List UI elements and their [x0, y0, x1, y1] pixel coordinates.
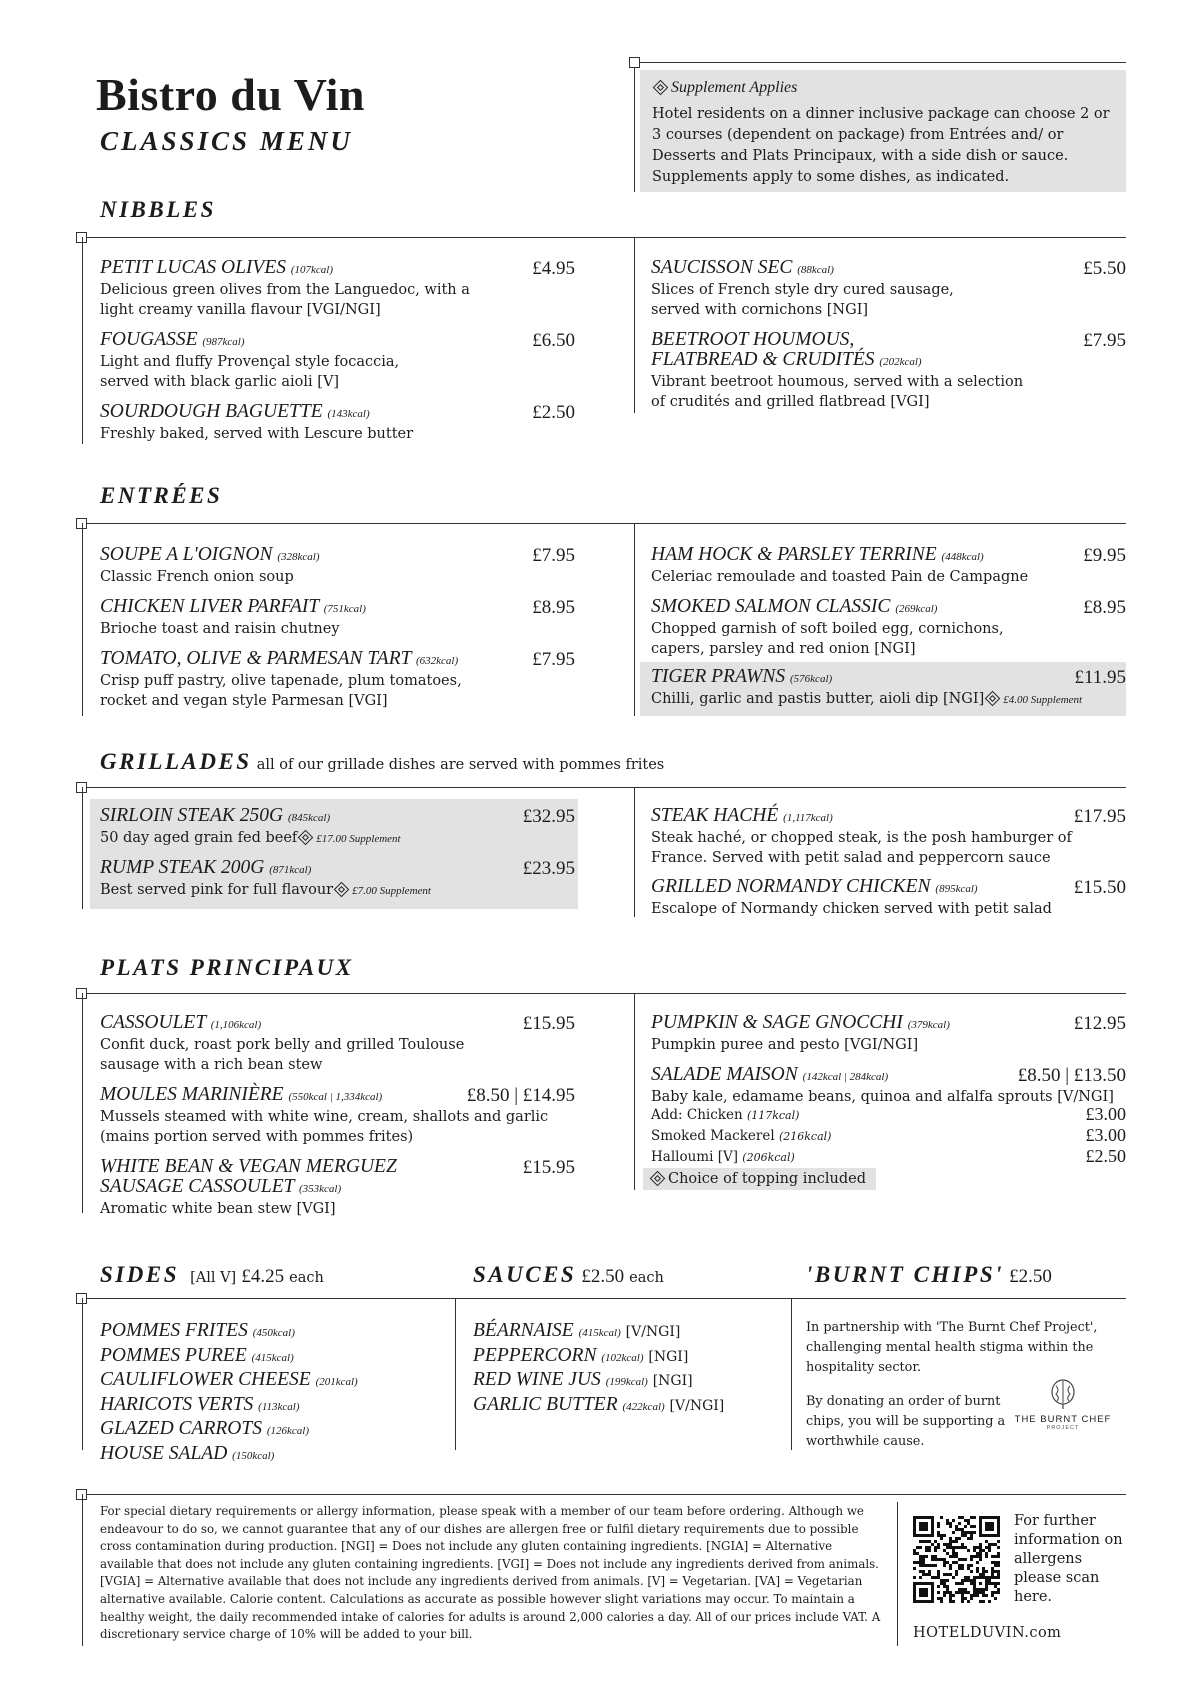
- addon-row: [651, 1147, 1126, 1168]
- item-description: Brioche toast and raisin chutney: [100, 621, 340, 637]
- item-name: PETIT LUCAS OLIVES: [100, 257, 286, 278]
- item-name: TOMATO, OLIVE & PARMESAN TART: [100, 648, 412, 669]
- sauce-name: PEPPERCORN: [473, 1344, 597, 1366]
- item-kcal: (576kcal): [790, 673, 833, 685]
- divider: [82, 1494, 1126, 1495]
- item-price: £4.95: [532, 258, 575, 279]
- side-name: POMMES FRITES: [100, 1320, 248, 1341]
- addon-price: £2.50: [1085, 1146, 1126, 1166]
- item-name: BEETROOT HOUMOUS,: [651, 329, 855, 350]
- side-kcal: (113kcal): [258, 1400, 300, 1413]
- addon-row: [651, 1105, 1126, 1126]
- divider: [82, 1298, 83, 1450]
- list-item: [100, 1418, 358, 1443]
- sauce-name: RED WINE JUS: [473, 1369, 601, 1390]
- item-description: Celeriac remoulade and toasted Pain de Campagne: [651, 569, 1029, 585]
- item-kcal: (107kcal): [290, 264, 334, 276]
- item-price: £8.50 | £14.95: [466, 1085, 575, 1106]
- item-description: Chopped garnish of soft boiled egg, cornichons, capers, parsley and red onion [NGI]: [651, 621, 1004, 657]
- diamond-icon: [985, 691, 1001, 707]
- sauce-tag: [V/NGI]: [669, 1397, 725, 1414]
- item-name: WHITE BEAN & VEGAN MERGUEZ: [100, 1156, 397, 1177]
- item-description: Confit duck, roast pork belly and grilled Toulouse sausage with a rich bean stew: [100, 1037, 465, 1073]
- section-title-sauces: SAUCES: [473, 1262, 577, 1287]
- divider: [82, 993, 83, 1213]
- allergen-disclaimer: For special dietary requirements or allergy information, please speak with a member of our team before ordering. Although we endeavour to do so, we cannot guarantee that any of our dishes are allergen free or fulfil dietary requirements due to possible cross contamination during production. [NGI] = Does not include any gluten containing ingredients. [NGIA] = Alternative available that does not include any gluten containing ingredients. [VGI] = Does not include any ingredients derived from animals. [VGIA] = Alternative available that does not include any ingredients derived from animals. [V] = Vegetarian. [VA] = Vegetarian alternative available. Calorie content. Calculations as accurate as possible however slight variations may occur. To maintain a healthy weight, the daily recommended intake of calories for adults is around 2,000 calories a day. All of our prices include VAT. A discretionary service charge of 10% will be added to your bill.: [100, 1504, 881, 1642]
- item-kcal: (550kcal | 1,334kcal): [288, 1091, 383, 1103]
- divider: [634, 523, 635, 716]
- menu-item: [100, 806, 575, 849]
- brand-title: Bistro du Vin: [96, 69, 365, 120]
- burnt-text-1: In partnership with 'The Burnt Chef Project', challenging mental health stigma within the hospitality sector.: [806, 1320, 1098, 1375]
- divider: [82, 1298, 1126, 1299]
- item-price: £7.95: [1083, 330, 1126, 351]
- item-kcal: (751kcal): [323, 603, 366, 615]
- sauces-price: £2.50: [581, 1266, 625, 1287]
- section-header-grillades: [100, 749, 664, 775]
- menu-item: [651, 1013, 1126, 1055]
- menu-item: [100, 597, 575, 639]
- item-name: SMOKED SALMON CLASSIC: [651, 596, 891, 617]
- sides-header: [100, 1262, 324, 1288]
- item-name: FOUGASSE: [100, 329, 198, 350]
- divider: [82, 523, 83, 716]
- item-description: Baby kale, edamame beans, quinoa and alfalfa sprouts [V/NGI]: [651, 1089, 1114, 1105]
- item-price: £7.95: [532, 649, 575, 670]
- item-description: 50 day aged grain fed beef: [100, 830, 298, 846]
- divider: [82, 237, 83, 444]
- side-name: HOUSE SALAD: [100, 1442, 228, 1464]
- menu-item: [651, 667, 1126, 710]
- menu-item: [651, 877, 1126, 919]
- item-kcal: (895kcal): [935, 883, 978, 895]
- addon-kcal: (117kcal): [746, 1109, 800, 1122]
- sauce-kcal: (199kcal): [605, 1376, 648, 1388]
- supplement-text: Hotel residents on a dinner inclusive package can choose 2 or 3 courses (dependent on package) from Entrées and/ or Desserts and Plats Principaux, with a side dish or sauce. Supplements apply to some dishes, as indicated.: [652, 106, 1110, 185]
- item-price: £15.95: [522, 1013, 575, 1034]
- section-title-grillades: GRILLADES: [100, 749, 252, 774]
- list-item: [100, 1320, 358, 1345]
- item-description: Escalope of Normandy chicken served with petit salad: [651, 901, 1052, 917]
- sauces-header: [473, 1262, 664, 1288]
- item-name: SOUPE A L'OIGNON: [100, 544, 273, 565]
- item-price: £9.95: [1083, 545, 1126, 566]
- section-title-nibbles: NIBBLES: [100, 197, 216, 222]
- menu-item: [651, 806, 1126, 868]
- item-kcal: (1,106kcal): [210, 1019, 262, 1031]
- divider: [634, 62, 635, 192]
- item-price: £23.95: [522, 858, 575, 879]
- section-title-plats: PLATS PRINCIPAUX: [100, 955, 354, 980]
- section-title-burnt-chips: 'BURNT CHIPS': [806, 1262, 1005, 1287]
- sides-list: [100, 1320, 358, 1467]
- item-kcal: (143kcal): [327, 408, 370, 420]
- side-name: CAULIFLOWER CHEESE: [100, 1369, 311, 1390]
- item-price: £8.50 | £13.50: [1017, 1065, 1126, 1086]
- item-kcal: (202kcal): [879, 356, 922, 368]
- item-kcal: (142kcal | 284kcal): [802, 1071, 889, 1083]
- burnt-price: £2.50: [1009, 1266, 1052, 1287]
- list-item: [473, 1394, 724, 1419]
- supplement-title: [652, 79, 797, 97]
- item-name-line2: FLATBREAD & CRUDITÉS: [651, 349, 875, 370]
- item-description: Crisp puff pastry, olive tapenade, plum tomatoes, rocket and vegan style Parmesan [VGI]: [100, 673, 462, 709]
- menu-item: [100, 330, 575, 392]
- menu-item: [100, 1157, 575, 1219]
- divider: [634, 62, 1126, 63]
- item-name: SAUCISSON SEC: [651, 257, 793, 278]
- item-price: £2.50: [532, 402, 575, 423]
- item-kcal: (871kcal): [269, 864, 312, 876]
- item-price: £8.95: [1083, 597, 1126, 618]
- divider: [82, 993, 1126, 994]
- item-name: PUMPKIN & SAGE GNOCCHI: [651, 1012, 903, 1033]
- item-name: STEAK HACHÉ: [651, 805, 779, 826]
- sides-each: each: [289, 1270, 324, 1286]
- diamond-icon: [298, 830, 314, 846]
- sauce-name: BÉARNAISE: [473, 1320, 574, 1341]
- item-name: MOULES MARINIÈRE: [100, 1084, 284, 1105]
- divider: [82, 1494, 83, 1646]
- item-description: Light and fluffy Provençal style focaccia, served with black garlic aioli [V]: [100, 354, 400, 390]
- diamond-icon: [650, 1171, 666, 1187]
- sauce-tag: [NGI]: [652, 1373, 693, 1389]
- diamond-icon: [334, 882, 350, 898]
- diamond-icon: [653, 80, 669, 96]
- menu-item: [651, 1065, 1126, 1107]
- item-kcal: (987kcal): [202, 336, 245, 348]
- sauce-tag: [V/NGI]: [625, 1324, 681, 1340]
- divider: [634, 993, 635, 1190]
- addon-label: Halloumi [V]: [651, 1149, 738, 1165]
- side-name: GLAZED CARROTS: [100, 1418, 262, 1439]
- list-item: [100, 1345, 358, 1370]
- item-kcal: (632kcal): [416, 655, 459, 667]
- item-price: £12.95: [1073, 1013, 1126, 1034]
- item-price: £15.50: [1073, 877, 1126, 898]
- item-price: £11.95: [1074, 667, 1126, 688]
- divider: [791, 1298, 792, 1450]
- supplement-tag: £7.00 Supplement: [352, 885, 431, 897]
- divider: [634, 237, 635, 413]
- item-kcal: (1,117kcal): [783, 812, 833, 824]
- item-description: Best served pink for full flavour: [100, 882, 334, 898]
- logo-text: THE BURNT CHEF: [1014, 1414, 1112, 1425]
- item-description: Pumpkin puree and pesto [VGI/NGI]: [651, 1037, 919, 1053]
- menu-item: [100, 1013, 575, 1075]
- item-price: £7.95: [532, 545, 575, 566]
- menu-item: [651, 330, 1126, 412]
- item-name: SOURDOUGH BAGUETTE: [100, 401, 323, 422]
- item-description: Mussels steamed with white wine, cream, shallots and garlic (mains portion served with pommes frites): [100, 1109, 549, 1145]
- addon-label: Add: Chicken: [651, 1107, 743, 1123]
- menu-item: [100, 545, 575, 587]
- item-description: Delicious green olives from the Languedoc, with a light creamy vanilla flavour [VGI/NGI]: [100, 282, 470, 318]
- item-description: Aromatic white bean stew [VGI]: [100, 1201, 336, 1217]
- website-link[interactable]: HOTELDUVIN.com: [913, 1625, 1062, 1641]
- item-description: Chilli, garlic and pastis butter, aioli dip [NGI]: [651, 691, 985, 707]
- item-description: Classic French onion soup: [100, 569, 294, 585]
- burnt-text-2: By donating an order of burnt chips, you will be supporting a worthwhile cause.: [806, 1394, 1006, 1449]
- divider: [455, 1298, 456, 1450]
- logo-subtext: PROJECT: [1046, 1425, 1080, 1431]
- list-item: [473, 1345, 724, 1370]
- item-kcal: (379kcal): [907, 1019, 950, 1031]
- addon-price: £3.00: [1085, 1125, 1126, 1145]
- item-description: Vibrant beetroot houmous, served with a selection of crudités and grilled flatbread [VGI]: [651, 374, 1024, 410]
- qr-code[interactable]: [913, 1516, 1000, 1603]
- sides-price: £4.25: [241, 1266, 285, 1287]
- item-price: £5.50: [1083, 258, 1126, 279]
- sauce-name: GARLIC BUTTER: [473, 1393, 618, 1415]
- item-kcal: (328kcal): [277, 551, 320, 563]
- side-name: POMMES PUREE: [100, 1344, 247, 1366]
- item-kcal: (353kcal): [298, 1183, 342, 1195]
- item-name: CASSOULET: [100, 1012, 206, 1033]
- divider: [897, 1502, 898, 1646]
- item-kcal: (269kcal): [895, 603, 938, 615]
- brain-icon: [1048, 1378, 1078, 1410]
- topping-note-text: Choice of topping included: [668, 1171, 867, 1187]
- item-kcal: (88kcal): [797, 264, 834, 276]
- supplement-title-text: Supplement Applies: [671, 79, 798, 96]
- side-kcal: (450kcal): [252, 1327, 295, 1339]
- menu-item: [100, 858, 575, 901]
- divider: [82, 523, 1126, 524]
- sides-tag: [All V]: [190, 1270, 237, 1286]
- item-description: Freshly baked, served with Lescure butter: [100, 426, 414, 442]
- side-kcal: (415kcal): [251, 1351, 294, 1364]
- addon-kcal: (206kcal): [742, 1151, 795, 1164]
- menu-item: [651, 597, 1126, 659]
- list-item: [473, 1320, 724, 1345]
- section-title-entrees: ENTRÉES: [100, 483, 223, 508]
- qr-caption: For further information on allergens please scan here.: [1014, 1513, 1123, 1605]
- item-description: Slices of French style dry cured sausage, served with cornichons [NGI]: [651, 282, 954, 318]
- section-title-sides: SIDES: [100, 1262, 179, 1287]
- item-name: RUMP STEAK 200G: [100, 857, 265, 878]
- menu-subtitle: CLASSICS MENU: [100, 126, 353, 156]
- side-kcal: (201kcal): [315, 1376, 358, 1388]
- divider: [634, 787, 635, 917]
- item-price: £6.50: [532, 330, 575, 351]
- menu-item: [100, 1085, 575, 1147]
- menu-item: [651, 545, 1126, 587]
- side-kcal: (150kcal): [232, 1449, 275, 1462]
- addon-price: £3.00: [1085, 1104, 1126, 1124]
- addon-label: Smoked Mackerel: [651, 1128, 775, 1144]
- item-kcal: (448kcal): [941, 551, 984, 563]
- item-name: GRILLED NORMANDY CHICKEN: [651, 876, 931, 897]
- item-name: CHICKEN LIVER PARFAIT: [100, 596, 319, 617]
- list-item: [100, 1369, 358, 1394]
- item-name: SALADE MAISON: [651, 1064, 798, 1085]
- side-kcal: (126kcal): [266, 1425, 310, 1437]
- item-name-line2: SAUSAGE CASSOULET: [100, 1176, 295, 1197]
- menu-item: [100, 402, 575, 444]
- item-description: Steak haché, or chopped steak, is the posh hamburger of France. Served with petit salad and peppercorn sauce: [651, 830, 1072, 866]
- topping-note: [643, 1168, 876, 1190]
- addon-row: [651, 1126, 1126, 1147]
- item-price: £8.95: [532, 597, 575, 618]
- item-name: TIGER PRAWNS: [651, 666, 786, 687]
- addon-kcal: (216kcal): [778, 1130, 832, 1143]
- menu-item: [100, 649, 575, 711]
- list-item: [100, 1443, 358, 1468]
- item-price: £32.95: [522, 806, 575, 827]
- sauce-tag: [NGI]: [648, 1348, 689, 1365]
- qr-code-icon: [913, 1516, 1000, 1603]
- section-note: all of our grillade dishes are served with pommes frites: [256, 757, 665, 773]
- item-kcal: (845kcal): [287, 812, 331, 824]
- menu-item: [100, 258, 575, 320]
- divider: [82, 237, 1126, 238]
- sauces-list: [473, 1320, 724, 1418]
- side-name: HARICOTS VERTS: [100, 1393, 254, 1415]
- corner-mark: [629, 57, 640, 68]
- menu-item: [651, 258, 1126, 320]
- item-name: SIRLOIN STEAK 250G: [100, 805, 284, 826]
- list-item: [100, 1394, 358, 1419]
- sauce-kcal: (102kcal): [601, 1351, 644, 1364]
- item-price: £15.95: [522, 1157, 575, 1178]
- list-item: [473, 1369, 724, 1394]
- divider: [82, 787, 83, 909]
- sauces-each: each: [629, 1270, 664, 1286]
- burnt-chef-logo: [1008, 1378, 1118, 1431]
- divider: [82, 787, 1126, 788]
- sauce-kcal: (422kcal): [622, 1400, 665, 1413]
- supplement-tag: £4.00 Supplement: [1003, 694, 1083, 706]
- supplement-tag: £17.00 Supplement: [316, 833, 401, 845]
- burnt-header: [806, 1262, 1052, 1288]
- item-name: HAM HOCK & PARSLEY TERRINE: [651, 544, 937, 565]
- item-price: £17.95: [1073, 806, 1126, 827]
- sauce-kcal: (415kcal): [578, 1327, 621, 1339]
